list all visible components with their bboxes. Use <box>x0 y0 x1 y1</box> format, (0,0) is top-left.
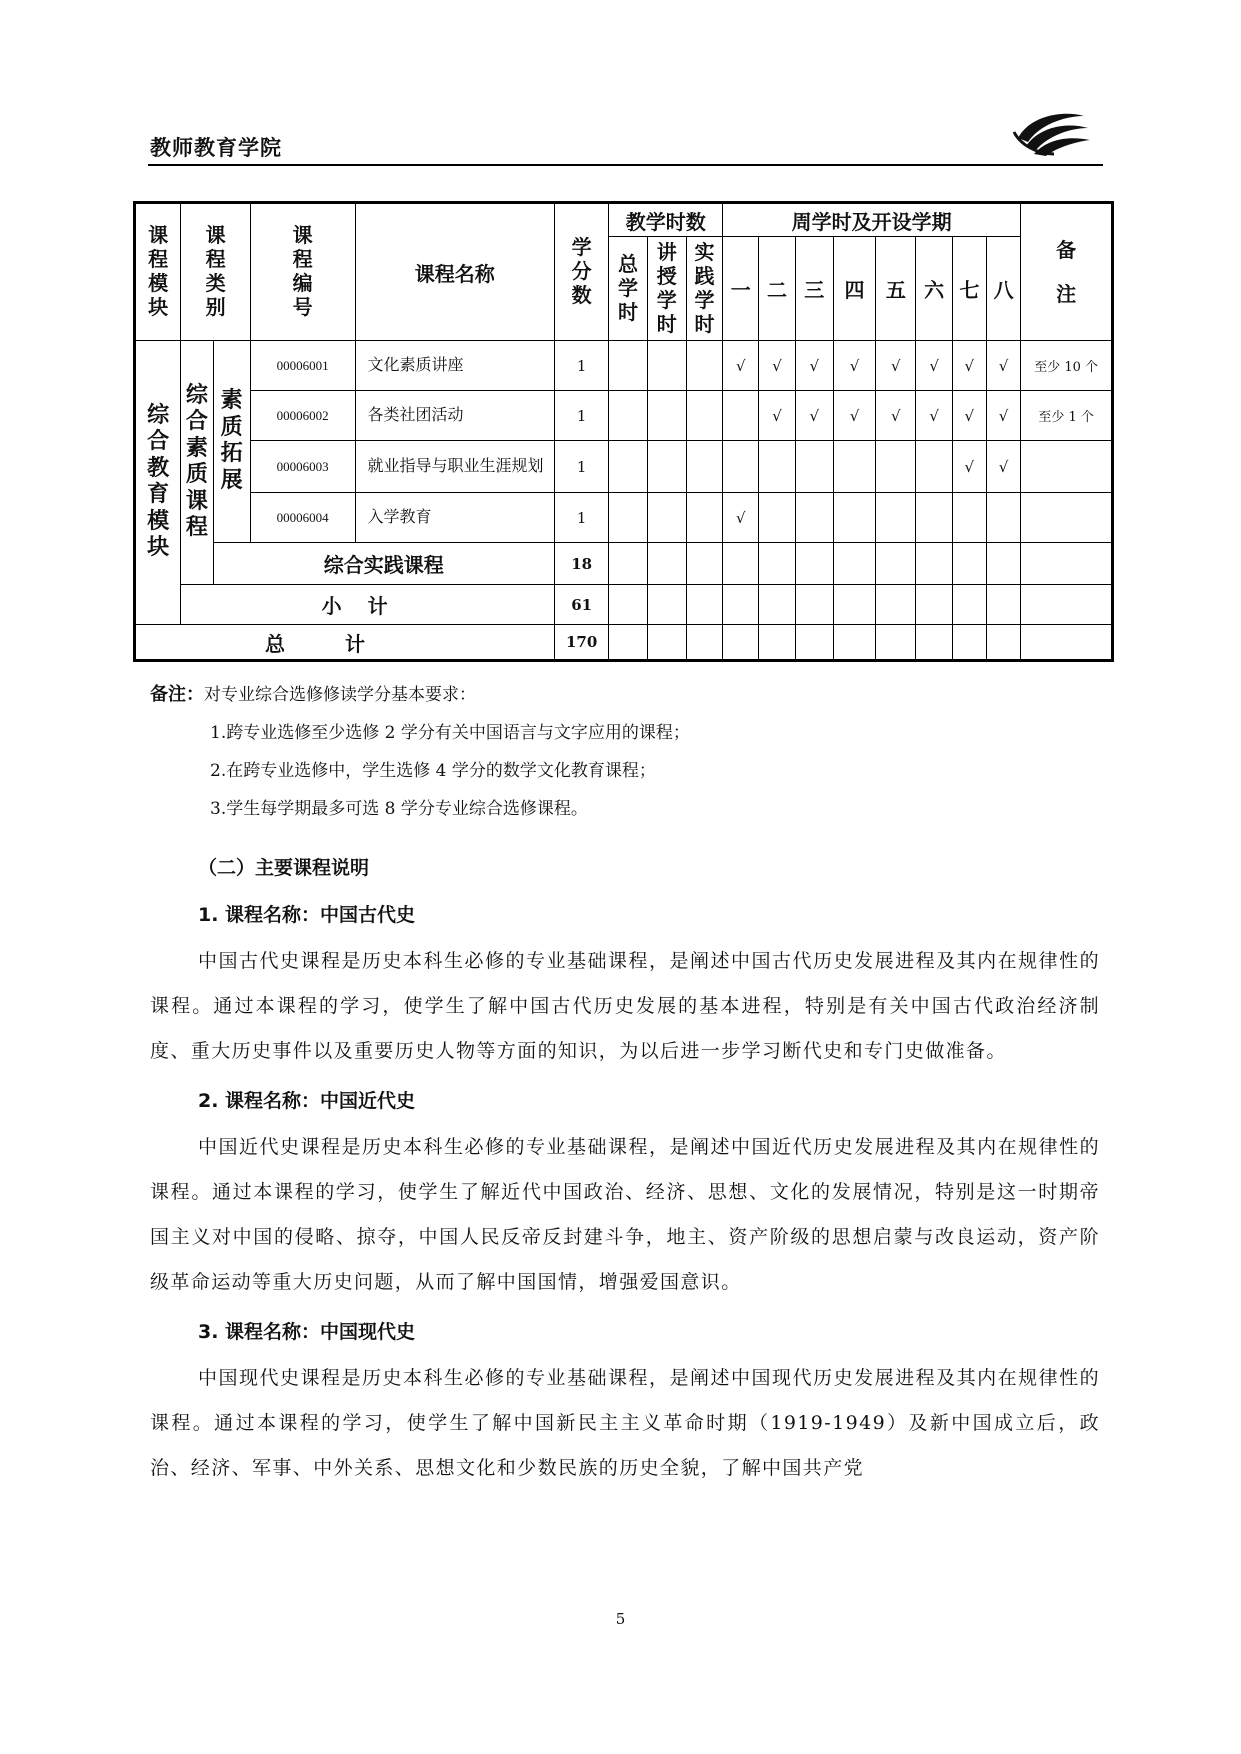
semester-check <box>952 493 986 543</box>
practice-credits: 18 <box>554 543 608 585</box>
empty-cell <box>916 585 952 625</box>
course-title: 1. 课程名称：中国古代史 <box>198 904 416 926</box>
empty-cell <box>986 625 1020 661</box>
semester-check: √ <box>986 341 1020 391</box>
practice-hours-cell <box>686 341 722 391</box>
semester-check: √ <box>876 391 916 441</box>
remark-item: 3.学生每学期最多可选 8 学分专业综合选修课程。 <box>210 799 588 819</box>
section-title: （二）主要课程说明 <box>198 857 370 879</box>
semester-check <box>986 493 1020 543</box>
semester-check: √ <box>759 391 795 441</box>
page-number: 5 <box>615 1610 626 1628</box>
empty-cell <box>795 543 833 585</box>
semester-check <box>916 441 952 493</box>
header-hours-group: 教学时数 <box>609 203 723 237</box>
semester-check: √ <box>795 391 833 441</box>
course-name: 就业指导与职业生涯规划 <box>355 441 554 493</box>
remarks-intro-line <box>150 676 690 714</box>
course-name: 各类社团活动 <box>355 391 554 441</box>
table-row <box>135 391 1113 441</box>
remarks-intro: 对专业综合选修修读学分基本要求： <box>204 685 476 705</box>
lecture-hours-cell <box>647 391 686 441</box>
header-weekly-group: 周学时及开设学期 <box>723 203 1021 237</box>
header-semester-2: 二 <box>759 237 795 341</box>
semester-check <box>723 391 759 441</box>
course-code: 00006004 <box>250 493 355 543</box>
remark-item: 1.跨专业选修至少选修 2 学分有关中国语言与文字应用的课程； <box>210 723 690 743</box>
semester-check <box>876 493 916 543</box>
empty-cell <box>647 625 686 661</box>
empty-cell <box>986 585 1020 625</box>
lecture-hours-cell <box>647 493 686 543</box>
semester-check <box>833 493 875 543</box>
empty-cell <box>952 543 986 585</box>
header-rule <box>148 164 1103 166</box>
empty-cell <box>986 543 1020 585</box>
remark-item: 2.在跨专业选修中，学生选修 4 学分的数学文化教育课程； <box>210 761 656 781</box>
practice-hours-cell <box>686 493 722 543</box>
semester-check: √ <box>833 341 875 391</box>
empty-cell <box>723 585 759 625</box>
total-hours-cell <box>609 493 647 543</box>
lecture-hours-cell <box>647 341 686 391</box>
semester-check <box>723 441 759 493</box>
course-title: 2. 课程名称：中国近代史 <box>198 1090 416 1112</box>
header-semester-6: 六 <box>916 237 952 341</box>
empty-cell <box>833 543 875 585</box>
course-note <box>1021 493 1113 543</box>
course-note <box>1021 441 1113 493</box>
empty-cell <box>876 585 916 625</box>
empty-cell <box>723 625 759 661</box>
course-table <box>133 201 1114 662</box>
header-lecture-hours: 讲授学时 <box>647 237 686 341</box>
empty-cell <box>795 625 833 661</box>
semester-check: √ <box>876 341 916 391</box>
empty-cell <box>723 543 759 585</box>
table-row <box>135 493 1113 543</box>
semester-check: √ <box>952 391 986 441</box>
subcategory-label: 素质拓展 <box>213 341 250 543</box>
empty-cell <box>1021 543 1113 585</box>
empty-cell <box>609 625 647 661</box>
semester-check <box>795 441 833 493</box>
header-semester-8: 八 <box>986 237 1020 341</box>
empty-cell <box>1021 625 1113 661</box>
empty-cell <box>1021 585 1113 625</box>
semester-check: √ <box>833 391 875 441</box>
course-code: 00006002 <box>250 391 355 441</box>
header-semester-5: 五 <box>876 237 916 341</box>
course-title: 3. 课程名称：中国现代史 <box>198 1321 416 1343</box>
remarks-label: 备注： <box>150 684 204 705</box>
table-row <box>135 341 1113 391</box>
course-code: 00006001 <box>250 341 355 391</box>
semester-check: √ <box>916 341 952 391</box>
course-description: 中国古代史课程是历史本科生必修的专业基础课程，是阐述中国古代历史发展进程及其内在规律性的课程。通过本课程的学习，使学生了解中国古代历史发展的基本进程，特别是有关中国古代政治经济制度、重大历史事件以及重要历史人物等方面的知识，为以后进一步学习断代史和专门史做准备。 <box>150 950 1100 1062</box>
subtotal-label: 小计 <box>181 585 555 625</box>
semester-check: √ <box>916 391 952 441</box>
semester-check: √ <box>795 341 833 391</box>
lecture-hours-cell <box>647 441 686 493</box>
table-row <box>135 441 1113 493</box>
header-category: 课程类别 <box>181 203 250 341</box>
empty-cell <box>759 543 795 585</box>
empty-cell <box>952 585 986 625</box>
empty-cell <box>795 585 833 625</box>
header-practice-hours: 实践学时 <box>686 237 722 341</box>
course-name: 文化素质讲座 <box>355 341 554 391</box>
header-title: 教师教育学院 <box>150 136 282 160</box>
course-note: 至少 1 个 <box>1021 391 1113 441</box>
practice-label: 综合实践课程 <box>213 543 554 585</box>
semester-check <box>876 441 916 493</box>
header-name: 课程名称 <box>355 203 554 341</box>
empty-cell <box>609 543 647 585</box>
practice-hours-cell <box>686 441 722 493</box>
empty-cell <box>916 543 952 585</box>
total-hours-cell <box>609 341 647 391</box>
empty-cell <box>876 543 916 585</box>
total-label: 总计 <box>135 625 555 661</box>
practice-hours-cell <box>686 391 722 441</box>
semester-check <box>795 493 833 543</box>
semester-check: √ <box>759 341 795 391</box>
institution-logo-icon <box>1010 108 1094 158</box>
empty-cell <box>916 625 952 661</box>
practice-row <box>135 543 1113 585</box>
course-code: 00006003 <box>250 441 355 493</box>
subtotal-credits: 61 <box>554 585 608 625</box>
semester-check <box>833 441 875 493</box>
header-semester-1: 一 <box>723 237 759 341</box>
semester-check: √ <box>986 441 1020 493</box>
header-semester-3: 三 <box>795 237 833 341</box>
empty-cell <box>647 543 686 585</box>
empty-cell <box>759 625 795 661</box>
header-module: 课程模块 <box>135 203 181 341</box>
empty-cell <box>952 625 986 661</box>
semester-check <box>916 493 952 543</box>
course-description: 中国近代史课程是历史本科生必修的专业基础课程，是阐述中国近代历史发展进程及其内在规律性的课程。通过本课程的学习，使学生了解近代中国政治、经济、思想、文化的发展情况，特别是这一时期帝国主义对中国的侵略、掠夺，中国人民反帝反封建斗争，地主、资产阶级的思想启蒙与改良运动，资产阶级革命运动等重大历史问题，从而了解中国国情，增强爱国意识。 <box>150 1136 1100 1293</box>
course-credits: 1 <box>554 341 608 391</box>
semester-check: √ <box>952 441 986 493</box>
course-credits: 1 <box>554 441 608 493</box>
empty-cell <box>833 585 875 625</box>
total-row <box>135 625 1113 661</box>
empty-cell <box>647 585 686 625</box>
empty-cell <box>686 543 722 585</box>
category-label: 综合素质课程 <box>181 341 213 585</box>
header-note: 备 注 <box>1021 203 1113 341</box>
module-label: 综合教育模块 <box>135 341 181 625</box>
semester-check: √ <box>723 341 759 391</box>
empty-cell <box>686 585 722 625</box>
course-note: 至少 10 个 <box>1021 341 1113 391</box>
course-name: 入学教育 <box>355 493 554 543</box>
empty-cell <box>759 585 795 625</box>
semester-check: √ <box>986 391 1020 441</box>
total-hours-cell <box>609 441 647 493</box>
course-credits: 1 <box>554 493 608 543</box>
header-semester-7: 七 <box>952 237 986 341</box>
remarks <box>150 676 690 828</box>
header-credits: 学分数 <box>554 203 608 341</box>
total-credits: 170 <box>554 625 608 661</box>
empty-cell <box>686 625 722 661</box>
semester-check <box>759 493 795 543</box>
semester-check: √ <box>952 341 986 391</box>
empty-cell <box>833 625 875 661</box>
subtotal-row <box>135 585 1113 625</box>
course-credits: 1 <box>554 391 608 441</box>
empty-cell <box>609 585 647 625</box>
total-hours-cell <box>609 391 647 441</box>
main-content <box>150 846 1100 1494</box>
header-code: 课程编号 <box>250 203 355 341</box>
course-description: 中国现代史课程是历史本科生必修的专业基础课程，是阐述中国现代历史发展进程及其内在规律性的课程。通过本课程的学习，使学生了解中国新民主主义革命时期（1919-1949）及新中国成立后，政治、经济、军事、中外关系、思想文化和少数民族的历史全貌，了解中国共产党 <box>150 1367 1100 1479</box>
empty-cell <box>876 625 916 661</box>
header-semester-4: 四 <box>833 237 875 341</box>
header-total-hours: 总学时 <box>609 237 647 341</box>
semester-check: √ <box>723 493 759 543</box>
semester-check <box>759 441 795 493</box>
